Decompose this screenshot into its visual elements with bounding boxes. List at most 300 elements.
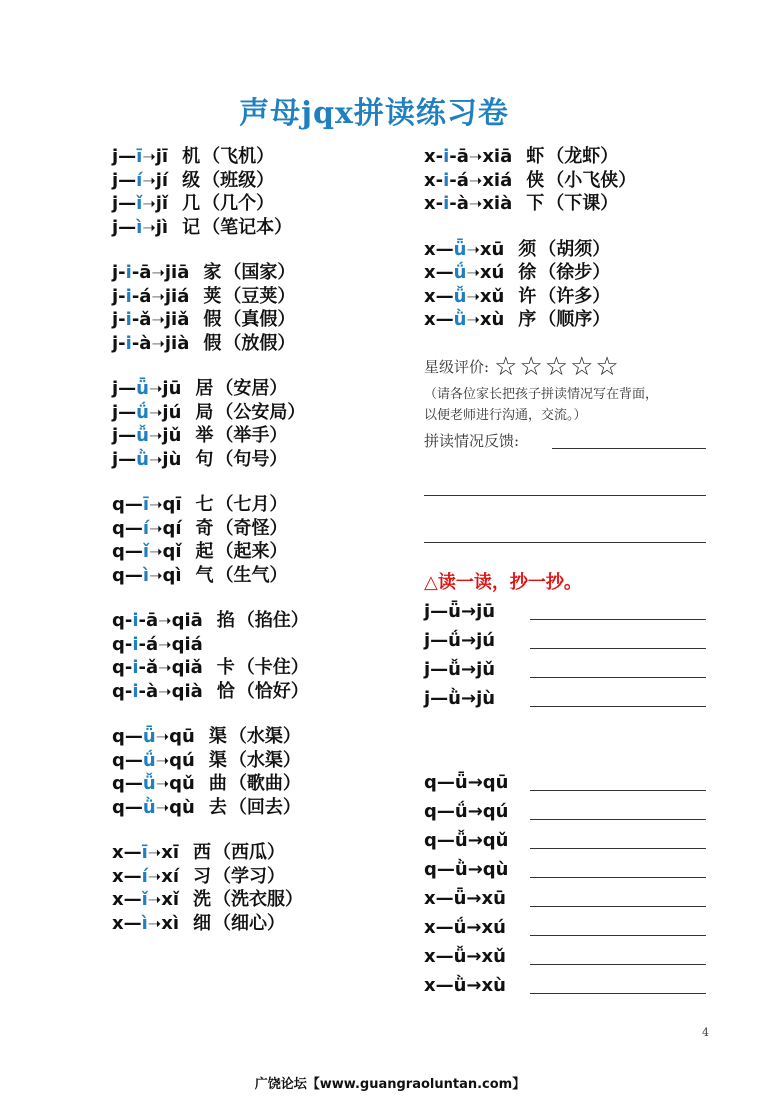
character: 虾 <box>526 146 545 167</box>
pinyin-row <box>112 680 412 704</box>
separator: — <box>124 749 143 771</box>
syllable: jì <box>155 216 169 238</box>
initial: q <box>112 657 125 678</box>
copy-syllable: j—ǜ→jù <box>424 688 496 709</box>
syllable: qǐ <box>162 541 182 562</box>
syllable: jū <box>162 378 182 399</box>
copy-group-j <box>424 597 724 713</box>
arrow-icon: ➝ <box>147 913 162 933</box>
example-word: （恰好） <box>236 680 309 702</box>
example-word: （举手） <box>215 425 288 446</box>
syllable: xù <box>479 309 505 330</box>
syllable: qiǎ <box>171 657 203 678</box>
initial: x <box>424 169 436 191</box>
example-word: （安居） <box>215 378 288 399</box>
separator: - <box>124 680 133 702</box>
initial: j <box>112 401 119 423</box>
arrow-icon: ➝ <box>149 379 163 398</box>
syllable: xū <box>479 238 505 260</box>
arrow-icon: ➝ <box>158 658 172 677</box>
pinyin-row <box>112 633 412 657</box>
separator: — <box>123 889 142 910</box>
example-word: （起来） <box>215 541 288 562</box>
arrow-icon: ➝ <box>142 147 156 166</box>
example-word: （胡须） <box>538 238 611 260</box>
pinyin-row <box>112 493 412 517</box>
separator: — <box>123 912 142 934</box>
arrow-icon: ➝ <box>155 774 170 793</box>
initial: x <box>424 193 436 214</box>
pinyin-row <box>112 609 412 633</box>
pinyin-row <box>112 656 412 680</box>
pinyin-row <box>424 285 724 309</box>
vowel: ǘ <box>136 401 149 423</box>
character: 细 <box>192 912 211 934</box>
example-word: （豆荚） <box>223 285 296 307</box>
page-number: 4 <box>702 1026 709 1039</box>
syllable: qì <box>162 564 182 586</box>
vowel: ǐ <box>142 541 150 562</box>
pinyin-row <box>112 216 412 240</box>
copy-blank-line[interactable] <box>530 935 706 936</box>
example-word: （学习） <box>212 865 285 887</box>
syllable: jí <box>155 169 169 191</box>
footer: 广饶论坛【www.guangraoluntan.com】 <box>254 1077 526 1092</box>
vowel: ǖ <box>142 726 156 747</box>
copy-group-x <box>424 884 724 1000</box>
pinyin-row <box>424 261 724 285</box>
vowel: i <box>132 680 139 702</box>
copy-blank-line[interactable] <box>530 819 706 820</box>
vowel: í <box>136 169 143 191</box>
separator: — <box>124 796 143 818</box>
right-column-top <box>424 145 724 354</box>
syllable: xì <box>161 912 179 934</box>
initial: j <box>112 262 119 283</box>
pinyin-row <box>112 564 412 588</box>
copy-row <box>424 797 724 826</box>
copy-blank-line[interactable] <box>530 790 706 791</box>
initial: q <box>112 680 125 702</box>
arrow-icon: ➝ <box>155 727 170 746</box>
example-word: （笔记本） <box>202 216 293 238</box>
feedback-line[interactable] <box>424 542 706 543</box>
copy-syllable: x—ǜ→xù <box>424 975 506 996</box>
vowel: i <box>132 657 139 678</box>
vowel: ì <box>136 216 143 238</box>
initial: j <box>112 285 119 307</box>
example-word: （洗衣服） <box>212 889 303 910</box>
final-tone: -ā <box>449 146 469 167</box>
feedback-line[interactable] <box>552 448 706 449</box>
character: 去 <box>208 796 227 818</box>
separator: - <box>118 262 126 283</box>
vowel: i <box>125 309 132 330</box>
character: 许 <box>518 285 537 307</box>
arrow-icon: ➝ <box>151 333 165 353</box>
vowel: ǜ <box>453 309 467 330</box>
copy-blank-line[interactable] <box>530 677 706 678</box>
initial: x <box>424 262 436 283</box>
arrow-icon: ➝ <box>155 797 170 817</box>
separator: - <box>435 146 444 167</box>
example-word: （掐住） <box>236 610 309 631</box>
arrow-icon: ➝ <box>147 890 162 909</box>
final-tone: -ǎ <box>138 657 159 678</box>
syllable: xǐ <box>161 889 179 910</box>
initial: q <box>112 494 125 515</box>
syllable: qū <box>169 726 195 747</box>
pinyin-row <box>112 448 412 472</box>
syllable: xiá <box>482 169 513 191</box>
example-word: （回去） <box>228 796 301 818</box>
example-word: （飞机） <box>202 146 275 167</box>
syllable: jiá <box>164 285 190 307</box>
copy-row <box>424 884 724 913</box>
arrow-icon: ➝ <box>149 495 163 514</box>
initial: j <box>112 193 119 214</box>
initial: j <box>112 378 119 399</box>
vowel: ǐ <box>141 889 148 910</box>
character: 序 <box>518 309 537 330</box>
initial: x <box>112 865 124 887</box>
copy-row <box>424 971 724 1000</box>
copy-blank-line[interactable] <box>530 964 706 965</box>
arrow-icon: ➝ <box>151 310 165 329</box>
vowel: i <box>125 332 132 354</box>
syllable: qī <box>162 494 182 515</box>
syllable: jǔ <box>162 425 182 446</box>
pinyin-row <box>112 332 412 356</box>
pinyin-group <box>112 377 412 471</box>
initial: q <box>112 541 125 562</box>
copy-blank-line[interactable] <box>530 993 706 994</box>
separator: - <box>124 633 133 655</box>
separator: — <box>124 517 143 539</box>
syllable: qí <box>162 517 182 539</box>
character: 习 <box>192 865 211 887</box>
feedback-line[interactable] <box>424 495 706 496</box>
example-word: （班级） <box>202 169 275 191</box>
final-tone: -à <box>449 193 469 214</box>
vowel: ǜ <box>142 796 156 818</box>
separator: — <box>124 726 143 747</box>
separator: - <box>124 610 133 631</box>
initial: q <box>112 726 125 747</box>
vowel: ǖ <box>453 238 467 260</box>
example-word: （国家） <box>223 262 296 283</box>
example-word: （放假） <box>223 332 296 354</box>
copy-row <box>424 855 724 884</box>
pinyin-row <box>112 377 412 401</box>
character: 局 <box>195 401 214 423</box>
vowel: i <box>132 610 139 631</box>
pinyin-row <box>112 865 412 889</box>
left-column <box>112 145 412 957</box>
copy-row <box>424 826 724 855</box>
initial: q <box>112 749 125 771</box>
initial: q <box>112 773 125 794</box>
vowel: ǚ <box>136 425 149 446</box>
syllable: jú <box>162 401 182 423</box>
character: 荚 <box>203 285 222 307</box>
initial: q <box>112 517 125 539</box>
syllable: jià <box>164 332 190 354</box>
star-icons[interactable]: ☆☆☆☆☆ <box>494 352 621 382</box>
character: 曲 <box>208 773 227 794</box>
initial: q <box>112 633 125 655</box>
initial: j <box>112 425 119 446</box>
example-word: （句号） <box>215 448 288 470</box>
separator: — <box>435 238 454 260</box>
copy-row <box>424 768 724 797</box>
initial: j <box>112 309 119 330</box>
final-tone: -ā <box>138 610 159 631</box>
syllable: qǔ <box>169 773 195 794</box>
initial: x <box>424 309 436 330</box>
character: 记 <box>182 216 201 238</box>
separator: - <box>118 285 126 307</box>
example-word: （徐步） <box>538 262 611 283</box>
vowel: ǖ <box>136 378 149 399</box>
example-word: （公安局） <box>215 401 306 423</box>
vowel: i <box>443 146 450 167</box>
copy-group-q <box>424 768 724 884</box>
initial: j <box>112 332 119 354</box>
character: 渠 <box>208 749 227 771</box>
page-title: 声母jqx拼读练习卷 <box>239 96 509 131</box>
example-word: （下课） <box>546 193 619 214</box>
character: 七 <box>195 494 214 515</box>
pinyin-row <box>112 401 412 425</box>
arrow-icon: ➝ <box>149 565 163 585</box>
initial: j <box>112 169 119 191</box>
pinyin-row <box>424 145 724 169</box>
arrow-icon: ➝ <box>142 170 156 190</box>
initial: x <box>424 146 436 167</box>
separator: — <box>118 401 137 423</box>
arrow-icon: ➝ <box>468 194 483 213</box>
vowel: i <box>443 169 450 191</box>
pinyin-row <box>112 841 412 865</box>
syllable: xià <box>482 193 513 214</box>
separator: — <box>123 842 142 863</box>
separator: - <box>124 657 133 678</box>
syllable: qià <box>171 680 203 702</box>
vowel: ǐ <box>136 193 143 214</box>
final-tone: -á <box>449 169 469 191</box>
example-word: （细心） <box>212 912 285 934</box>
pinyin-row <box>112 285 412 309</box>
pinyin-group <box>112 493 412 587</box>
example-word: （奇怪） <box>215 517 288 539</box>
rating-label: 星级评价: <box>424 358 490 376</box>
character: 侠 <box>526 169 545 191</box>
vowel: ì <box>142 564 150 586</box>
separator: — <box>124 773 143 794</box>
pinyin-row <box>112 749 412 773</box>
syllable: xǔ <box>479 285 505 307</box>
vowel: ǚ <box>142 773 156 794</box>
copy-row <box>424 626 724 655</box>
copy-syllable: j—ǚ→jǔ <box>424 659 496 680</box>
pinyin-row <box>112 145 412 169</box>
pinyin-row <box>112 261 412 285</box>
star-rating <box>424 352 724 382</box>
copy-blank-line[interactable] <box>530 706 706 707</box>
syllable: xí <box>161 865 179 887</box>
arrow-icon: ➝ <box>468 147 483 166</box>
syllable: xī <box>161 842 179 863</box>
pinyin-row <box>112 796 412 820</box>
syllable: qiā <box>171 610 203 631</box>
final-tone: -à <box>138 680 159 702</box>
copy-syllable: q—ǜ→qù <box>424 859 509 880</box>
read-copy-title: △读一读，抄一抄。 <box>424 572 582 593</box>
vowel: ī <box>136 146 143 167</box>
separator: — <box>124 564 143 586</box>
character: 卡 <box>216 657 235 678</box>
example-word: （七月） <box>215 494 288 515</box>
arrow-icon: ➝ <box>147 866 162 886</box>
example-word: （水渠） <box>228 749 301 771</box>
final-tone: -à <box>131 332 152 354</box>
arrow-icon: ➝ <box>142 217 156 237</box>
vowel: ī <box>142 494 150 515</box>
initial: x <box>112 842 124 863</box>
character: 须 <box>518 238 537 260</box>
character: 举 <box>195 425 214 446</box>
character: 假 <box>203 309 222 330</box>
arrow-icon: ➝ <box>158 634 172 654</box>
arrow-icon: ➝ <box>155 750 170 770</box>
syllable: jiā <box>164 262 190 283</box>
syllable: jī <box>155 146 169 167</box>
separator: — <box>435 262 454 283</box>
character: 洗 <box>192 889 211 910</box>
initial: q <box>112 564 125 586</box>
initial: j <box>112 216 119 238</box>
arrow-icon: ➝ <box>149 402 163 422</box>
copy-row <box>424 655 724 684</box>
character: 家 <box>203 262 222 283</box>
example-word: （真假） <box>223 309 296 330</box>
character: 掐 <box>216 610 235 631</box>
pinyin-row <box>424 192 724 216</box>
character: 奇 <box>195 517 214 539</box>
pinyin-group <box>112 725 412 819</box>
copy-syllable: q—ǖ→qū <box>424 772 509 793</box>
character: 西 <box>192 842 211 863</box>
separator: — <box>124 541 143 562</box>
copy-row <box>424 597 724 626</box>
final-tone: -á <box>131 285 152 307</box>
example-word: （水渠） <box>228 726 301 747</box>
separator: - <box>435 169 444 191</box>
example-word: （龙虾） <box>546 146 619 167</box>
pinyin-group <box>112 145 412 239</box>
example-word: （卡住） <box>236 657 309 678</box>
vowel: i <box>125 285 132 307</box>
vowel: ì <box>141 912 148 934</box>
final-tone: -ǎ <box>131 309 152 330</box>
arrow-icon: ➝ <box>149 426 163 445</box>
arrow-icon: ➝ <box>149 518 163 538</box>
copy-row <box>424 913 724 942</box>
separator: — <box>435 285 454 307</box>
vowel: i <box>132 633 139 655</box>
pinyin-group <box>112 609 412 703</box>
arrow-icon: ➝ <box>158 611 172 630</box>
syllable: xiā <box>482 146 513 167</box>
pinyin-group <box>424 238 724 332</box>
copy-blank-line[interactable] <box>530 848 706 849</box>
initial: x <box>424 238 436 260</box>
pinyin-row <box>112 308 412 332</box>
arrow-icon: ➝ <box>149 542 163 561</box>
copy-row <box>424 942 724 971</box>
initial: q <box>112 796 125 818</box>
copy-blank-line[interactable] <box>530 906 706 907</box>
separator: - <box>118 332 126 354</box>
syllable: qiá <box>171 633 203 655</box>
pinyin-row <box>112 772 412 796</box>
vowel: í <box>142 517 150 539</box>
pinyin-group <box>112 261 412 355</box>
copy-blank-line[interactable] <box>530 619 706 620</box>
example-word: （顺序） <box>538 309 611 330</box>
copy-blank-line[interactable] <box>530 648 706 649</box>
character: 机 <box>182 146 201 167</box>
parent-note <box>424 384 714 426</box>
character: 渠 <box>208 726 227 747</box>
copy-syllable: x—ǘ→xú <box>424 917 506 938</box>
character: 起 <box>195 541 214 562</box>
copy-syllable: q—ǘ→qú <box>424 801 509 822</box>
initial: j <box>112 448 119 470</box>
separator: — <box>124 494 143 515</box>
copy-blank-line[interactable] <box>530 877 706 878</box>
character: 假 <box>203 332 222 354</box>
arrow-icon: ➝ <box>466 310 480 329</box>
vowel: i <box>443 193 450 214</box>
character: 几 <box>182 193 201 214</box>
copy-syllable: x—ǖ→xū <box>424 888 506 909</box>
syllable: jiǎ <box>164 309 190 330</box>
arrow-icon: ➝ <box>158 681 172 701</box>
separator: — <box>123 865 142 887</box>
vowel: ǘ <box>453 262 467 283</box>
example-word: （生气） <box>215 564 288 586</box>
pinyin-row <box>424 169 724 193</box>
initial: q <box>112 610 125 631</box>
syllable: jǐ <box>155 193 169 214</box>
pinyin-row <box>112 192 412 216</box>
separator: — <box>435 309 454 330</box>
example-word: （许多） <box>538 285 611 307</box>
final-tone: -á <box>138 633 159 655</box>
separator: — <box>118 146 137 167</box>
arrow-icon: ➝ <box>466 239 480 259</box>
note-line: （请各位家长把孩子拼读情况写在背面， <box>424 387 659 402</box>
vowel: ǚ <box>453 285 467 307</box>
syllable: qú <box>169 749 195 771</box>
pinyin-row <box>424 308 724 332</box>
separator: — <box>118 169 137 191</box>
character: 级 <box>182 169 201 191</box>
arrow-icon: ➝ <box>468 170 483 190</box>
pinyin-group <box>112 841 412 935</box>
